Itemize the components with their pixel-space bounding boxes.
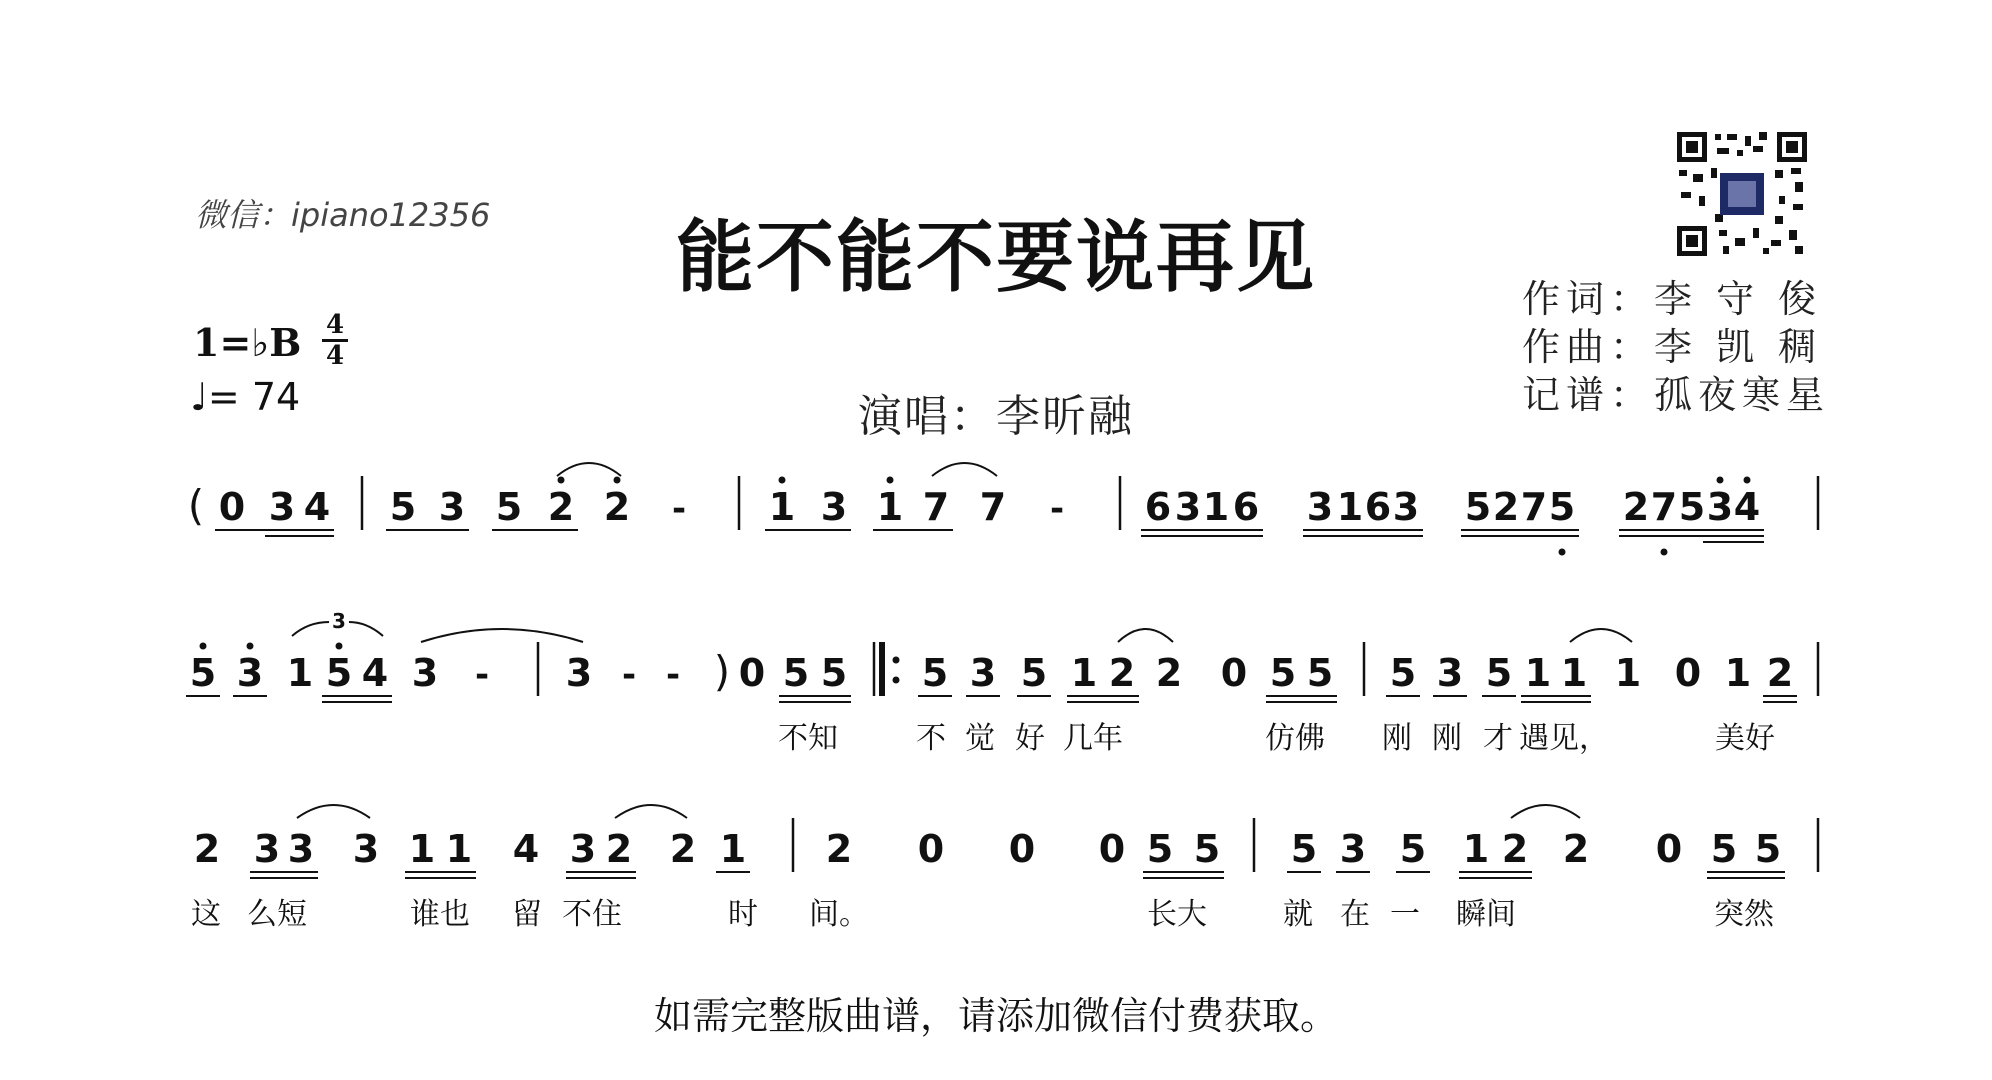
note-symbol: 5 (1269, 651, 1297, 695)
note-symbol: 0 (1008, 827, 1036, 871)
note-symbol: 2 (1492, 485, 1520, 529)
note-symbol: 3 (268, 485, 296, 529)
note-symbol: 5 (782, 651, 810, 695)
note-symbol: 5 (1678, 485, 1706, 529)
lyric-word: 留 (512, 897, 542, 932)
octave-dot-above (558, 477, 565, 484)
lyric-word: 觉 (965, 721, 995, 756)
transcriber-credit: 记谱：孤夜寒星 (1522, 373, 1831, 417)
note-symbol: - (621, 655, 637, 695)
note-symbol: 5 (1399, 827, 1427, 871)
lyric-word: 好 (1015, 721, 1045, 756)
note-symbol: 3 (1392, 485, 1420, 529)
note-symbol: 5 (1548, 485, 1576, 529)
note-symbol: 3 (1306, 485, 1334, 529)
note-symbol: 2 (605, 827, 633, 871)
note-symbol: 3 (820, 485, 848, 529)
note-symbol: 1 (1614, 651, 1642, 695)
note-symbol: 5 (1193, 827, 1221, 871)
note-symbol: 3 (287, 827, 315, 871)
note-symbol: 6 (1232, 485, 1260, 529)
note-symbol: 1 (286, 651, 314, 695)
note-symbol: 3 (253, 827, 281, 871)
note-symbol: 1 (1724, 651, 1752, 695)
note-symbol: 1 (876, 485, 904, 529)
note-symbol: 6 (1144, 485, 1172, 529)
lyric-word: 不住 (562, 897, 622, 932)
octave-dot-above (336, 643, 343, 650)
tie-slur (615, 805, 687, 818)
note-symbol: 4 (303, 485, 331, 529)
note-symbol: 0 (1098, 827, 1126, 871)
note-symbol: 2 (1501, 827, 1529, 871)
lyric-word: 不 (916, 721, 946, 756)
lyric-word: 才 (1483, 721, 1513, 756)
note-symbol: 5 (1306, 651, 1334, 695)
note-symbol: 2 (603, 485, 631, 529)
lyric-word: 长大 (1147, 897, 1207, 932)
note-symbol: 1 (1070, 651, 1098, 695)
note-symbol: 5 (1485, 651, 1513, 695)
note-symbol: 3 (1706, 485, 1734, 529)
tie-slur (557, 463, 621, 476)
lyric-word: 遇见， (1519, 721, 1609, 756)
note-symbol: 5 (189, 651, 217, 695)
note-symbol: 0 (1220, 651, 1248, 695)
octave-dot-below (1661, 549, 1668, 556)
note-symbol: 3 (1339, 827, 1367, 871)
score-line-2 (186, 609, 1818, 756)
note-symbol: 3 (1436, 651, 1464, 695)
note-symbol: 5 (1754, 827, 1782, 871)
note-symbol: - (474, 655, 490, 695)
note-symbol: 1 (719, 827, 747, 871)
note-symbol: 5 (389, 485, 417, 529)
note-symbol: ( (187, 481, 205, 530)
lyric-word: 刚 (1382, 721, 1412, 756)
note-symbol: 3 (236, 651, 264, 695)
note-symbol: 2 (193, 827, 221, 871)
note-symbol: 3 (411, 651, 439, 695)
tie-slur (421, 629, 583, 642)
note-symbol: 2 (1622, 485, 1650, 529)
note-symbol: 1 (1524, 651, 1552, 695)
note-symbol: 3 (352, 827, 380, 871)
lyric-word: 不知 (778, 721, 838, 756)
octave-dot-above (614, 477, 621, 484)
note-symbol: 2 (547, 485, 575, 529)
note-symbol: 4 (1733, 485, 1761, 529)
time-signature-numerator: 4 (325, 310, 345, 340)
note-symbol: 5 (1710, 827, 1738, 871)
lyric-word: 一 (1390, 897, 1420, 932)
song-title: 能不能不要说再见 (675, 213, 1316, 303)
octave-dot-above (887, 477, 894, 484)
note-symbol: ) (713, 647, 731, 696)
lyric-word: 这 (191, 897, 221, 932)
score-line-1 (188, 463, 1818, 556)
note-symbol: 6 (1364, 485, 1392, 529)
note-symbol: 5 (495, 485, 523, 529)
lyric-word: 么短 (247, 897, 307, 932)
time-signature-denominator: 4 (325, 341, 345, 371)
lyric-word: 刚 (1432, 721, 1462, 756)
note-symbol: 1 (445, 827, 473, 871)
note-symbol: 2 (1155, 651, 1183, 695)
note-symbol: 5 (1464, 485, 1492, 529)
note-symbol: 0 (1655, 827, 1683, 871)
note-symbol: 5 (921, 651, 949, 695)
lyricist-credit: 作词：李 守 俊 (1522, 277, 1823, 321)
octave-dot-above (247, 643, 254, 650)
note-symbol: 5 (1146, 827, 1174, 871)
lyric-word: 在 (1340, 897, 1370, 932)
note-symbol: 4 (361, 651, 389, 695)
note-symbol: 4 (512, 827, 540, 871)
singer-credit: 演唱：李昕融 (858, 391, 1134, 442)
note-symbol: 3 (969, 651, 997, 695)
tie-slur (1118, 629, 1173, 642)
octave-dot-below (1559, 549, 1566, 556)
lyric-word: 突然 (1714, 897, 1774, 932)
lyric-word: 谁也 (410, 897, 470, 932)
tie-slur (932, 463, 997, 476)
wechat-id: 微信：ipiano12356 (195, 196, 491, 234)
note-symbol: 3 (1174, 485, 1202, 529)
triplet-bracket (349, 622, 383, 636)
tempo-marking: ♩= 74 (190, 375, 301, 419)
lyric-word: 美好 (1715, 721, 1775, 756)
note-symbol: 5 (1389, 651, 1417, 695)
lyric-word: 间。 (809, 897, 869, 932)
note-symbol: 2 (1562, 827, 1590, 871)
note-symbol: 1 (768, 485, 796, 529)
lyric-word: 就 (1283, 897, 1313, 932)
note-symbol: - (665, 655, 681, 695)
note-symbol: 5 (1020, 651, 1048, 695)
note-symbol: 7 (1520, 485, 1548, 529)
note-symbol: 0 (917, 827, 945, 871)
note-symbol: 2 (669, 827, 697, 871)
note-symbol: 1 (408, 827, 436, 871)
tie-slur (297, 805, 370, 818)
note-symbol: - (1049, 489, 1065, 529)
composer-credit: 作曲：李 凯 稠 (1522, 325, 1823, 369)
lyric-word: 几年 (1063, 721, 1123, 756)
note-symbol: 3 (569, 827, 597, 871)
repeat-dot (893, 657, 900, 664)
note-symbol: 1 (1202, 485, 1230, 529)
tie-slur (1570, 629, 1632, 642)
octave-dot-above (1717, 477, 1724, 484)
note-symbol: 7 (1650, 485, 1678, 529)
note-symbol: 3 (565, 651, 593, 695)
note-symbol: 7 (922, 485, 950, 529)
note-symbol: 7 (979, 485, 1007, 529)
key-label: 1=♭B (193, 320, 302, 365)
octave-dot-above (779, 477, 786, 484)
note-symbol: 5 (820, 651, 848, 695)
triplet-bracket (292, 622, 329, 636)
note-symbol: 3 (438, 485, 466, 529)
note-symbol: 2 (1108, 651, 1136, 695)
note-symbol: 0 (1674, 651, 1702, 695)
lyric-word: 时 (728, 897, 758, 932)
triplet-label: 3 (332, 609, 346, 633)
note-symbol: 1 (1336, 485, 1364, 529)
octave-dot-above (200, 643, 207, 650)
note-symbol: 5 (1290, 827, 1318, 871)
note-symbol: 2 (1766, 651, 1794, 695)
tie-slur (1511, 805, 1580, 818)
note-symbol: 0 (738, 651, 766, 695)
repeat-dot (893, 677, 900, 684)
score-line-3 (191, 805, 1818, 932)
note-symbol: 1 (1560, 651, 1588, 695)
note-symbol: 2 (825, 827, 853, 871)
note-symbol: 5 (325, 651, 353, 695)
note-symbol: 1 (1462, 827, 1490, 871)
octave-dot-above (1744, 477, 1751, 484)
lyric-word: 瞬间 (1456, 897, 1516, 932)
footer-notice: 如需完整版曲谱，请添加微信付费获取。 (653, 994, 1338, 1038)
note-symbol: - (671, 489, 687, 529)
note-symbol: 0 (218, 485, 246, 529)
lyric-word: 仿佛 (1265, 721, 1325, 756)
